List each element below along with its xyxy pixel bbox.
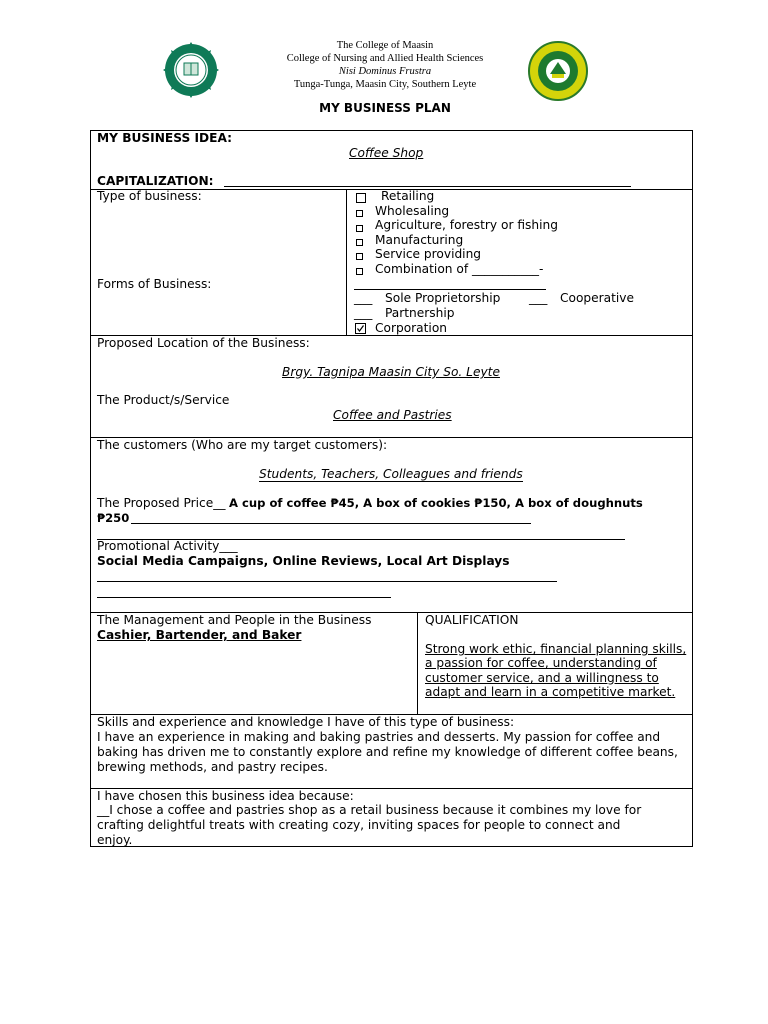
option-service-providing: Service providing (375, 247, 482, 261)
capitalization-label: CAPITALIZATION: (97, 174, 214, 188)
type-of-business-label: Type of business: (97, 189, 202, 203)
customers-underline (259, 481, 523, 482)
skills-line-3: brewing methods, and pastry recipes. (97, 760, 328, 774)
option-manufacturing: Manufacturing (375, 233, 464, 247)
promo-value: Social Media Campaigns, Online Reviews, Local Art Displays (97, 554, 510, 568)
manufacturing-checkbox[interactable] (356, 239, 363, 246)
product-label: The Product/s/Service (97, 393, 230, 407)
reason-line-2: crafting delightful treats with creating cozy, inviting spaces for people to connect and (97, 818, 621, 832)
price-blank-line (131, 523, 531, 524)
document-title: MY BUSINESS PLAN (319, 101, 451, 115)
option-retailing: Retailing (381, 189, 435, 203)
price-value-continued: ₱250 (97, 511, 130, 525)
option-wholesaling: Wholesaling (375, 204, 450, 218)
college-department: College of Nursing and Allied Health Sciences (286, 53, 484, 64)
reason-line-3: enjoy.___________________________________________________________________ (97, 833, 541, 847)
cooperative-blank: ___ (529, 291, 548, 305)
business-idea-value: Coffee Shop (349, 146, 424, 160)
customers-label: The customers (Who are my target customers): (97, 438, 388, 452)
price-value: A cup of coffee ₱45, A box of cookies ₱150, A box of doughnuts (229, 496, 643, 510)
form-sole-proprietorship: Sole Proprietorship (385, 291, 501, 305)
form-corporation: Corporation (375, 321, 447, 335)
management-label: The Management and People in the Business (97, 613, 372, 627)
left-college-seal-icon (156, 42, 226, 98)
college-name: The College of Maasin (336, 40, 434, 51)
promo-label: Promotional Activity___ (97, 539, 238, 553)
column-divider (417, 612, 418, 714)
corporation-checked-checkbox-icon[interactable] (355, 323, 366, 334)
column-divider (346, 189, 347, 335)
option-agriculture: Agriculture, forestry or fishing (375, 218, 558, 232)
skills-label: Skills and experience and knowledge I have of this type of business: (97, 715, 515, 729)
qualification-line-2: a passion for coffee, understanding of (425, 656, 657, 670)
partnership-blank: ___ (354, 306, 373, 320)
skills-line-1: I have an experience in making and baking pastries and desserts. My passion for coffee and (97, 730, 661, 744)
retailing-checkbox[interactable] (356, 193, 366, 203)
qualification-line-4: adapt and learn in a competitive market. (425, 685, 676, 699)
price-label: The Proposed Price__ (97, 496, 226, 510)
college-motto: Nisi Dominus Frustra (338, 66, 432, 77)
agriculture-checkbox[interactable] (356, 225, 363, 232)
capitalization-blank-line (224, 186, 631, 187)
promo-blank-line (97, 597, 391, 598)
right-college-seal-icon (526, 41, 590, 101)
option-combination: Combination of ___________- (375, 262, 544, 276)
combination-blank-line (354, 289, 546, 290)
qualification-line-3: customer service, and a willingness to (425, 671, 659, 685)
product-value: Coffee and Pastries (333, 408, 452, 422)
sole-proprietorship-blank: ___ (354, 291, 373, 305)
wholesaling-checkbox[interactable] (356, 210, 363, 217)
qualification-line-1: Strong work ethic, financial planning skills, (425, 642, 687, 656)
reason-label: I have chosen this business idea because: (97, 789, 354, 803)
management-value: Cashier, Bartender, and Baker (97, 628, 302, 642)
form-cooperative: Cooperative (560, 291, 635, 305)
form-partnership: Partnership (385, 306, 455, 320)
skills-line-2: baking has driven me to constantly explore and refine my knowledge of different coffee beans, (97, 745, 678, 759)
business-idea-label: MY BUSINESS IDEA: (97, 131, 232, 145)
college-address: Tunga-Tunga, Maasin City, Southern Leyte (293, 79, 477, 90)
qualification-label: QUALIFICATION (425, 613, 519, 627)
combination-checkbox[interactable] (356, 268, 363, 275)
location-value: Brgy. Tagnipa Maasin City So. Leyte (282, 365, 500, 379)
customers-value: Students, Teachers, Colleagues and friends (259, 467, 523, 481)
promo-blank-line (97, 581, 557, 582)
location-label: Proposed Location of the Business: (97, 336, 310, 350)
reason-line-1: __I chose a coffee and pastries shop as a retail business because it combines my love for (97, 803, 642, 817)
service-providing-checkbox[interactable] (356, 253, 363, 260)
forms-of-business-label: Forms of Business: (97, 277, 212, 291)
